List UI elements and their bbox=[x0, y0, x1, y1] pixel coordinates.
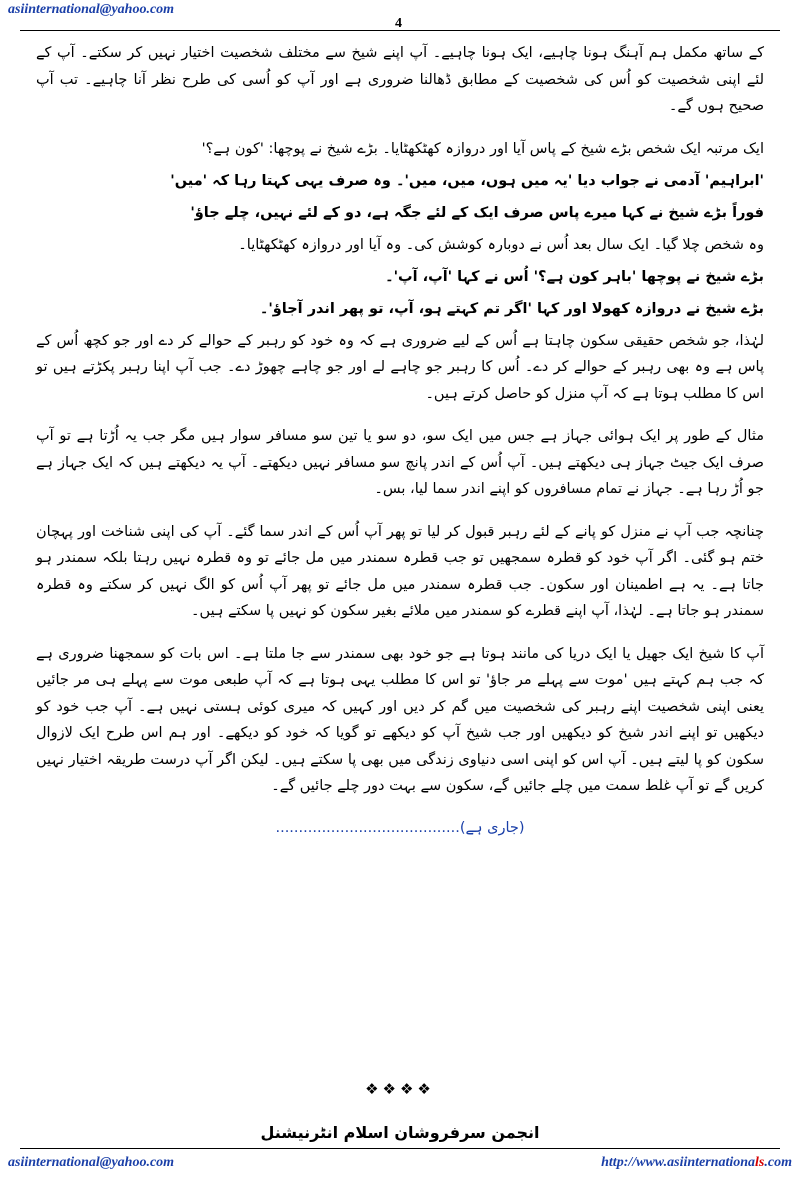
story-line-5: بڑے شیخ نے پوچھا 'باہر کون ہے؟' اُس نے کہا 'آپ، آپ'۔ bbox=[385, 268, 764, 285]
story-line-3: فوراً بڑے شیخ نے کہا میرے پاس صرف ایک کے لئے جگہ ہے، دو کے لئے نہیں، چلے جاؤ' bbox=[190, 204, 764, 221]
footer-email[interactable]: asiinternational@yahoo.com bbox=[8, 1155, 175, 1170]
article-body bbox=[36, 40, 764, 840]
story-line-4: وہ شخص چلا گیا۔ ایک سال بعد اُس نے دوبارہ کوشش کی۔ وہ آیا اور دروازہ کھٹکھٹایا۔ bbox=[238, 236, 764, 253]
story-line-1: ایک مرتبہ ایک شخص بڑے شیخ کے پاس آیا اور دروازہ کھٹکھٹایا۔ بڑے شیخ نے پوچھا: 'کون ہے؟' bbox=[201, 140, 764, 157]
top-divider bbox=[20, 30, 780, 31]
footer-url-suffix: .com bbox=[764, 1155, 792, 1170]
paragraph-1: کے ساتھ مکمل ہم آہنگ ہونا چاہیے، ایک ہونا چاہیے۔ آپ اپنے شیخ سے مختلف شخصیت اختیار نہیں کر سکتے۔ آپ کے لئے اپنی شخصیت کو اُس کی شخصیت کے مطابق ڈھالنا ضروری ہے اور آپ کو اُسی کی طرح نظر آنا چاہیے۔ تب آپ صحیح ہوں گے۔ bbox=[36, 45, 764, 114]
footer-url-prefix: http://www.asiinternationa bbox=[601, 1155, 756, 1170]
story-line-6: بڑے شیخ نے دروازہ کھولا اور کہا 'اگر تم کہتے ہو، آپ، تو پھر اندر آجاؤ'۔ bbox=[259, 300, 764, 317]
page-number: 4 bbox=[395, 16, 402, 31]
header-email[interactable]: asiinternational@yahoo.com bbox=[8, 2, 175, 17]
paragraph-4: چنانچہ جب آپ نے منزل کو پانے کے لئے رہبر قبول کر لیا تو پھر آپ اُس کے اندر سما گئے۔ آپ کی اپنی شناخت اور پہچان ختم ہو گئی۔ اگر آپ خود کو قطرہ سمجھیں تو جب قطرہ سمندر میں مل جائے تو وہ قطرہ نہیں رہتا بلکہ سمندر ہو جاتا ہے۔ یہ ہے اطمینان اور سکون۔ جب قطرہ سمندر میں مل جائے تو پھر آپ اُس کو الگ نہیں کر سکتے وہ قطرہ سمندر ہو جاتا ہے۔ لہٰذا، آپ اپنے قطرے کو سمندر میں ملائے بغیر سکون کو نہیں پا سکتے ہیں۔ bbox=[36, 523, 764, 619]
footer-url-highlight: ls bbox=[755, 1155, 765, 1170]
organization-name: انجمن سرفروشان اسلام انٹرنیشنل bbox=[260, 1123, 540, 1142]
story-line-2: 'ابراہیم' آدمی نے جواب دیا 'یہ میں ہوں، میں، میں'۔ وہ صرف یہی کہتا رہا کہ 'میں' bbox=[170, 172, 764, 189]
paragraph-2: لہٰذا، جو شخص حقیقی سکون چاہتا ہے اُس کے لیے ضروری ہے کہ وہ خود کو رہبر کے حوالے کر دے اور جو کچھ اُس کے پاس ہے وہ بھی رہبر کے حوالے کر دے۔ اُس کا رہبر جو چاہے لے اور جو چاہے چھوڑ دے۔ جب آپ اپنا رہبر پکڑتے ہیں تو اس کا مطلب ہوتا ہے کہ آپ منزل کو حاصل کرتے ہیں۔ bbox=[36, 332, 764, 402]
footer-url-link[interactable] bbox=[601, 1155, 792, 1171]
diamond-ornament: ❖❖❖❖ bbox=[365, 1080, 435, 1098]
bottom-divider bbox=[20, 1148, 780, 1149]
continued-note: (جاری ہے)........................................ bbox=[275, 819, 525, 836]
paragraph-5: آپ کا شیخ ایک جھیل یا ایک دریا کی مانند ہوتا ہے جو خود بھی سمندر سے جا ملتا ہے۔ اس بات کو سمجھنا ضروری ہے کہ جب ہم کہتے ہیں 'موت سے پہلے مر جاؤ' تو اس کا مطلب یہی ہوتا ہے کہ آپ طبعی موت سے پہلے ہی مر جائیں یعنی اپنی شخصیت اپنے رہبر کی شخصیت میں گم کر دیں اور کہیں کہ میری کوئی ہستی نہیں ہے۔ آپ جب خود کو دیکھیں تو اپنے اندر شیخ کو دیکھیں اور جب شیخ آپ کو دیکھے تو گویا کہ خود کو دیکھے۔ اور ہم اس طرح ایک لازوال سکون کو پا لیتے ہیں۔ آپ اس کو اپنی اسی دنیاوی زندگی میں بھی پا سکتے ہیں۔ لیکن اگر آپ درست طریقہ اختیار نہیں کریں گے تو آپ غلط سمت میں چلے جائیں گے، سکون سے بہت دور چلے جائیں گے۔ bbox=[36, 645, 764, 794]
paragraph-3: مثال کے طور پر ایک ہوائی جہاز ہے جس میں ایک سو، دو سو یا تین سو مسافر سوار ہیں مگر جب یہ اُڑتا ہے تو آپ صرف ایک جیٹ جہاز ہی دیکھتے ہیں۔ آپ اُس کے اندر پانچ سو مسافر نہیں دیکھتے۔ آپ یہ دیکھتے ہیں کہ ایک جہاز ہے جو اُڑ رہا ہے۔ جہاز نے تمام مسافروں کو اپنے اندر سما لیا، بس۔ bbox=[36, 428, 764, 497]
